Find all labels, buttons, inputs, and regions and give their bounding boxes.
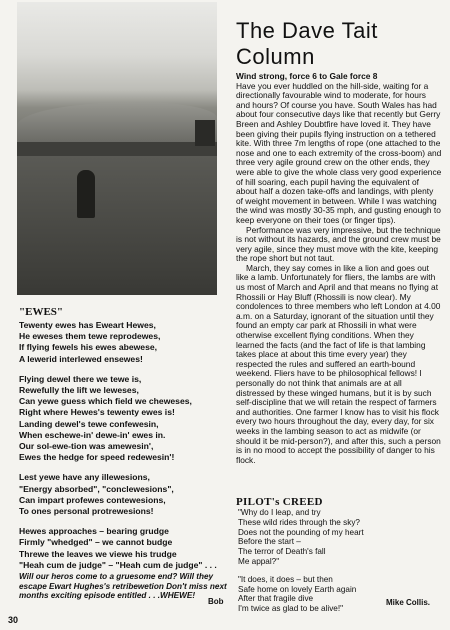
ewes-poem-title: "EWES" bbox=[19, 306, 64, 318]
pilot-creed-title: PILOT's CREED bbox=[236, 496, 323, 508]
column-title: The Dave Tait Column bbox=[236, 18, 378, 69]
poem-line: "Energy absorbed", "conclewesions", bbox=[19, 483, 174, 494]
photo-person bbox=[77, 170, 95, 218]
poem-line: Before the start – bbox=[238, 537, 301, 547]
poem-line: Hewes approaches – bearing grudge bbox=[19, 526, 169, 537]
poem-line: Me appal?" bbox=[238, 556, 280, 566]
poem-line: Can yewe guess which field we cheweses, bbox=[19, 396, 192, 407]
poem-line: Tewenty ewes has Eweart Hewes, bbox=[19, 320, 156, 330]
ewes-poem bbox=[19, 320, 234, 601]
poem-line: Safe home on lovely Earth again bbox=[238, 584, 357, 594]
article-paragraph: March, they say comes in like a lion and goes out like a lamb. Unfortunately for fliers, the lambs are with us most of March and April and that means no flying at Rhossili or Hay Bluff (Rhossili is now clear). My condolences to three members who left London at 4.00 a.m. on a Saturday, ignorant of the situation until they found an empty car park at Rhossili in what were otherwise excellent flying conditions. When they learned the facts (and the fact of life is that lambing takes place at about this time every year) they respected the rules and suffered an earth-bound weekend. Fliers have to be philosophical fellows! I personally do not think that animals are at all distressed by these winged humans, but it is by such self-discipline that we will retain the respect of farmers and authorities. One farmer I know has to visit his flock every two hours throughout the day, every day, for six weeks in the lambing season to act as midwife (or should it be mid-person?), and after this, such a person is in no mood to accept the possibility of danger to his flock. bbox=[236, 262, 441, 465]
poem-stanza bbox=[19, 320, 234, 365]
hang-glider-photo bbox=[17, 2, 217, 295]
pilot-creed-author: Mike Collis. bbox=[386, 598, 431, 607]
ewes-poem-author: Bob bbox=[208, 597, 224, 606]
poem-line: To ones personal protrewesions! bbox=[19, 506, 154, 517]
poem-line: "Heah cum de judge" – "Heah cum de judge" . . . bbox=[19, 559, 217, 570]
photo-field bbox=[17, 156, 217, 295]
poem-line: "It does, it does – but then bbox=[238, 574, 333, 584]
poem-line: I'm twice as glad to be alive!" bbox=[238, 604, 344, 614]
photo-hedge bbox=[17, 142, 217, 156]
poem-line: A lewerid interlewed ensewes! bbox=[19, 353, 143, 364]
poem-line: Flying dewel there we tewe is, bbox=[19, 373, 142, 384]
poem-line: Lest yewe have any illewesions, bbox=[19, 472, 150, 483]
poem-line: Landing dewel's tewe confewesin, bbox=[19, 418, 159, 429]
poem-line: Our sol-ewe-tion was amewesin', bbox=[19, 441, 154, 452]
photo-kite bbox=[195, 120, 215, 146]
poem-line: Ewes the hedge for speed redewesin'! bbox=[19, 452, 175, 463]
poem-stanza bbox=[19, 472, 234, 517]
poem-line: Can impart profewes contewesions, bbox=[19, 494, 166, 505]
photo-hills bbox=[17, 102, 217, 142]
article-paragraph: Have you ever huddled on the hill-side, waiting for a directionally favourable wind to moderate, for hours and hours? Of course you have. South Wales has had about four consecutive days like that recently but Gerry Breen and Ashley Doubtfire have loved it. They have been giving their pupils flying instruction on a tethered kite. With three 7m lengths of rope (one attached to the nose and one to each extremity of the cross-boom) and three very agile ground crew on the other ends, they were able to give the whole class very good experience of hill soaring, each pupil having the equivalent of about half a dozen take-offs and landings, with plenty of weight movement in between. While I was watching the wind was mostly 30-35 mph, and gusting enough to keep everyone on their toes (or finger tips). bbox=[236, 80, 442, 225]
poem-editor-note: Will our heros come to a gruesome end? Will they escape Ewart Hughes's retribewetion Don't miss next months exciting episode entitled . . .WHEWE! bbox=[19, 572, 227, 601]
poem-line: Right where Hewes's tewenty ewes is! bbox=[19, 407, 175, 418]
poem-line: Threwe the leaves we viewe his trudge bbox=[19, 548, 177, 559]
poem-line: He eweses them tewe reprodewes, bbox=[19, 331, 161, 342]
poem-line: Does not the pounding of my heart bbox=[238, 527, 364, 537]
poem-stanza bbox=[238, 575, 438, 614]
page-number: 30 bbox=[8, 615, 19, 625]
poem-line: Rewefully the lift we leweses, bbox=[19, 385, 139, 396]
poem-stanza bbox=[238, 508, 438, 567]
column-article bbox=[236, 72, 442, 465]
article-subhead: Wind strong, force 6 to Gale force 8 bbox=[236, 71, 378, 81]
poem-line: The terror of Death's fall bbox=[238, 547, 326, 557]
poem-stanza bbox=[19, 526, 234, 571]
poem-line: Firmly "whedged" – we cannot budge bbox=[19, 537, 173, 548]
poem-line: These wild rides through the sky? bbox=[238, 517, 360, 527]
poem-line: "Why do I leap, and try bbox=[238, 508, 321, 517]
article-paragraph: Performance was very impressive, but the technique is not without its hazards, and the ground crew must be very agile, since they must move with the kite, keeping the rope short but not taut. bbox=[236, 224, 441, 264]
poem-line: When eschewe-in' dewe-in' ewes in. bbox=[19, 429, 166, 440]
poem-line: After that fragile dive bbox=[238, 594, 314, 604]
poem-line: If flying fewels his ewes abewese, bbox=[19, 342, 158, 353]
poem-stanza bbox=[19, 374, 234, 464]
